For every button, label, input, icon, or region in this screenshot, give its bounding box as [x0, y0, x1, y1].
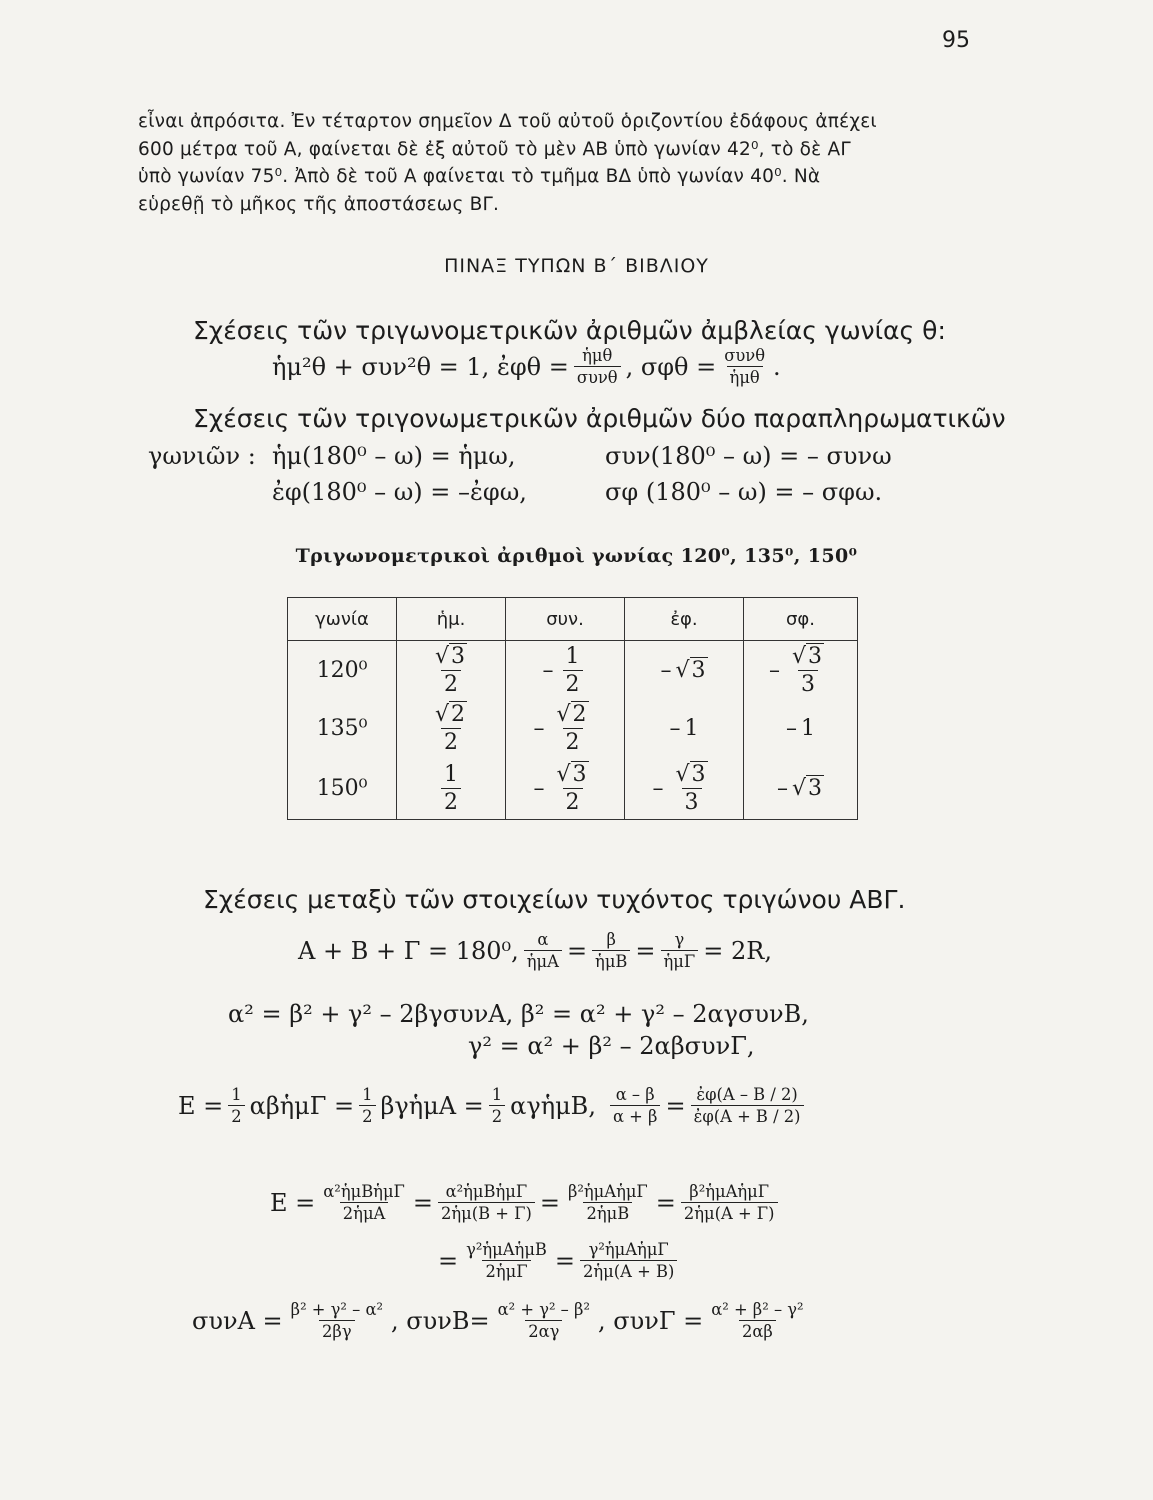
table-caption: Τριγωνομετρικοὶ ἀριθμοὶ γωνίας 120⁰, 135⁰, 150⁰	[295, 545, 858, 567]
area-sine-forms-1: Ε = $\frac{\text{α²ἡμΒἡμΓ}}{\text{2ἡμΑ}}$ = $\frac{\text{α²ἡμΒἡμΓ}}{\text{2ἡμ(Β + Γ)}}$ = $\frac{\text{β²ἡμΑἡμΓ}}{\text{2ἡμΒ}}$ = $\frac{\text{β²ἡμΑἡμΓ}}{\text{2ἡμ(Α + Γ)}}$	[270, 1182, 783, 1223]
col-cot: σφ.	[744, 598, 858, 641]
supp-cos: συν(180⁰ – ω) = – συνω	[605, 442, 892, 470]
table-header-row	[288, 598, 858, 641]
area-formula: Ε = $\frac{1}{2}$ αβἡμΓ = $\frac{1}{2}$ βγἡμΑ = $\frac{1}{2}$ αγἡμΒ, $\frac{\alpha - \beta}{\alpha + \beta}$ = $\frac{\text{ἐφ(Α – Β / 2)}}{\text{ἐφ(Α + Β / 2)}}$	[178, 1085, 809, 1126]
identity-equation: ἡμ²θ + συν²θ = 1, ἐφθ = $\frac{\text{ἡμθ}}{\text{συνθ}}$ , σφθ = $\frac{\text{συνθ}}{\text{ἡμθ}}$ .	[272, 346, 781, 387]
supp-sin: ἡμ(180⁰ – ω) = ἡμω,	[272, 442, 516, 470]
page-number: 95	[942, 28, 970, 53]
intro-line: εὑρεθῇ τὸ μῆκος τῆς ἀποστάσεως ΒΓ.	[138, 193, 500, 215]
law-of-cosines-2: γ² = α² + β² – 2αβσυνΓ,	[468, 1032, 755, 1060]
intro-line: εἶναι ἀπρόσιτα. Ἐν τέταρτον σημεῖον Δ τοῦ αὐτοῦ ὁριζοντίου ἐδάφους ἀπέχει	[138, 111, 877, 132]
table-row: 150⁰ $\frac{1}{2}$ – $\frac{√3}{2}$ – $\frac{√3}{3}$ – √3	[288, 757, 858, 820]
heading-supplementary: Σχέσεις τῶν τριγονωμετρικῶν ἀριθμῶν δύο παραπληρωματικῶν	[193, 404, 1006, 433]
law-of-sines: Α + Β + Γ = 180⁰, $\frac{\alpha}{\text{ἡμΑ}}$ = $\frac{\beta}{\text{ἡμΒ}}$ = $\frac{\gamma}{\text{ἡμΓ}}$ = 2R,	[298, 930, 772, 971]
fraction: $\frac{\text{συνθ}}{\text{ἡμθ}}$	[724, 346, 766, 387]
supp-tan: ἐφ(180⁰ – ω) = –ἐφω,	[272, 478, 527, 506]
fraction: $\frac{\text{ἡμθ}}{\text{συνθ}}$	[574, 346, 621, 387]
table-row: 120⁰ $\frac{√3}{2}$ – $\frac{1}{2}$ – √3 – $\frac{√3}{3}$	[288, 641, 858, 700]
intro-paragraph	[138, 108, 978, 218]
section-title: ΠΙΝΑΞ ΤΥΠΩΝ Β΄ ΒΙΒΛΙΟΥ	[444, 255, 709, 277]
intro-line: ὑπὸ γωνίαν 75⁰. Ἀπὸ δὲ τοῦ Α φαίνεται τὸ τμῆμα ΒΔ ὑπὸ γωνίαν 40⁰. Νὰ	[138, 166, 821, 187]
heading-obtuse: Σχέσεις τῶν τριγωνομετρικῶν ἀριθμῶν ἀμβλείας γωνίας θ:	[193, 316, 946, 345]
supp-label: γωνιῶν :	[148, 442, 256, 470]
col-angle: γωνία	[288, 598, 397, 641]
cosine-formulas: συνΑ = $\frac{\text{β² + γ² – α²}}{2\beta\gamma}$ , συνΒ = $\frac{\text{α² + γ² – β²}}{2\alpha\gamma}$ , συνΓ = $\frac{\text{α² + β² – γ²}}{2\alpha\beta}$	[192, 1300, 804, 1341]
trig-values-table	[287, 597, 858, 820]
law-of-cosines-1: α² = β² + γ² – 2βγσυνΑ, β² = α² + γ² – 2αγσυνΒ,	[228, 1000, 809, 1028]
col-cos: συν.	[506, 598, 625, 641]
col-tan: ἐφ.	[625, 598, 744, 641]
heading-triangle: Σχέσεις μεταξὺ τῶν στοιχείων τυχόντος τριγώνου ΑΒΓ.	[203, 885, 906, 914]
area-sine-forms-2: = $\frac{\text{γ²ἡμΑἡμΒ}}{\text{2ἡμΓ}}$ = $\frac{\text{γ²ἡμΑἡμΓ}}{\text{2ἡμ(Α + Β)}}$	[438, 1240, 682, 1281]
table-row: 135⁰ $\frac{√2}{2}$ – $\frac{√2}{2}$ – 1 – 1	[288, 699, 858, 757]
col-sin: ἡμ.	[397, 598, 506, 641]
intro-line: 600 μέτρα τοῦ Α, φαίνεται δὲ ἐξ αὐτοῦ τὸ μὲν ΑΒ ὑπὸ γωνίαν 42⁰, τὸ δὲ ΑΓ	[138, 138, 851, 160]
supp-cot: σφ (180⁰ – ω) = – σφω.	[605, 478, 883, 506]
